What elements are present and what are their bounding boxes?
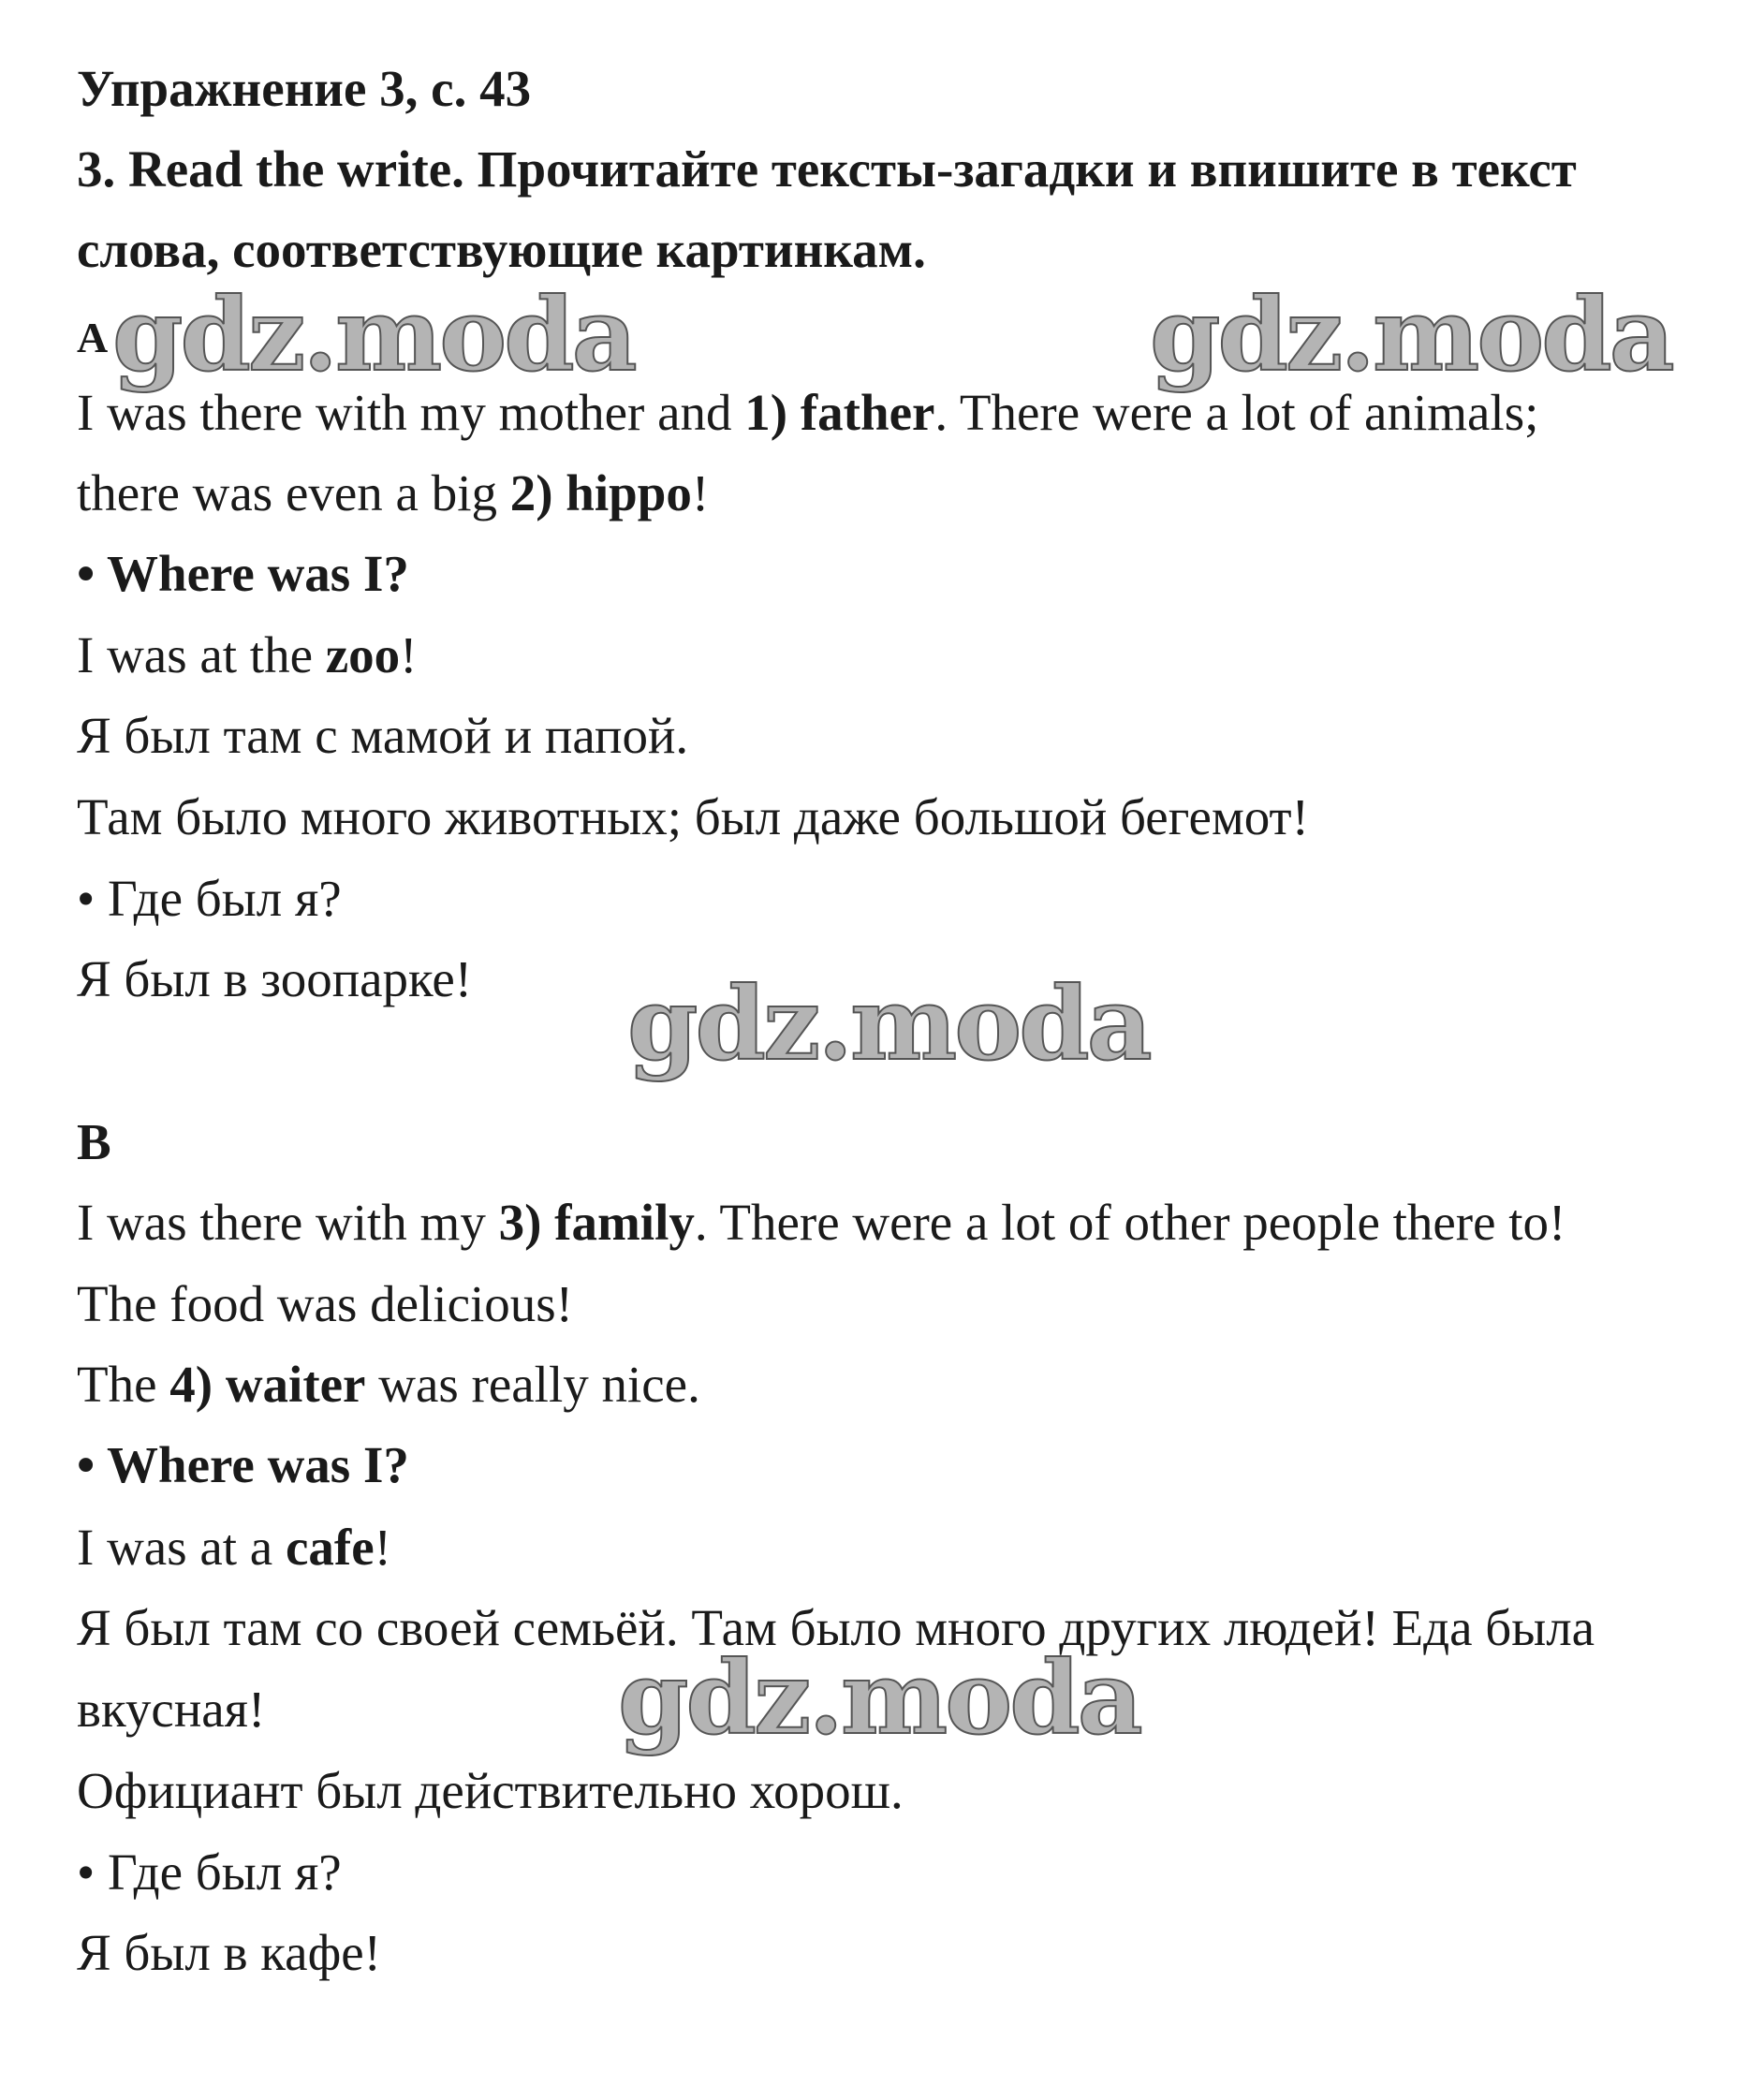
- text-fragment: . There were a lot of animals;: [934, 384, 1539, 441]
- section-b-answer: [77, 1517, 391, 1579]
- exercise-title: Упражнение 3, с. 43: [77, 60, 532, 117]
- section-a-label: A: [77, 314, 109, 361]
- section-b-label: B: [77, 1113, 111, 1170]
- section-a-question: • Where was I?: [77, 545, 409, 602]
- section-b-translation-2: вкусная!: [77, 1681, 266, 1738]
- section-a-answer: [77, 624, 418, 686]
- watermark-logo: gdz.moda: [1150, 276, 1672, 394]
- section-a-translation-2: Там было много животных; был даже большой бегемот!: [77, 788, 1309, 845]
- task-instruction-line-1: 3. Read the write. Прочитайте тексты-загадки и впишите в текст: [77, 140, 1577, 198]
- section-b-paragraph-2: The food was delicious!: [77, 1275, 573, 1332]
- section-a-translation-1: Я был там с мамой и папой.: [77, 707, 689, 764]
- answer-word-zoo: zoo: [325, 626, 401, 683]
- answer-word-waiter: 4) waiter: [169, 1356, 366, 1413]
- answer-word-hippo: 2) hippo: [509, 464, 692, 521]
- text-fragment: I was there with my mother and: [77, 384, 745, 441]
- section-b-translation-4: • Где был я?: [77, 1843, 342, 1901]
- text-fragment: The: [77, 1356, 170, 1413]
- text-fragment: !: [400, 626, 418, 683]
- task-instruction-line-2: слова, соответствующие картинкам.: [77, 221, 926, 278]
- section-b-paragraph-3: [77, 1354, 700, 1416]
- section-a-translation-3: • Где был я?: [77, 870, 342, 927]
- text-fragment: was really nice.: [365, 1356, 700, 1413]
- watermark-logo: gdz.moda: [112, 276, 635, 394]
- text-fragment: !: [374, 1519, 391, 1576]
- section-b-translation-5: Я был в кафе!: [77, 1924, 381, 1981]
- text-fragment: I was there with my: [77, 1194, 499, 1251]
- section-a-paragraph-2: [77, 463, 709, 524]
- section-b-translation-1: Я был там со своей семьёй. Там было много других людей! Еда была: [77, 1599, 1595, 1656]
- section-a-translation-4: Я был в зоопарке!: [77, 950, 473, 1007]
- text-fragment: there was even a big: [77, 464, 510, 521]
- answer-word-cafe: cafe: [285, 1519, 375, 1576]
- text-fragment: I was at a: [77, 1519, 286, 1576]
- answer-word-father: 1) father: [744, 384, 935, 441]
- text-fragment: . There were a lot of other people there to!: [694, 1194, 1566, 1251]
- section-b-paragraph-1: [77, 1192, 1566, 1254]
- watermark-logo: gdz.moda: [618, 1639, 1140, 1757]
- answer-word-family: 3) family: [498, 1194, 695, 1251]
- section-b-translation-3: Официант был действительно хорош.: [77, 1762, 904, 1819]
- text-fragment: I was at the: [77, 626, 326, 683]
- watermark-logo: gdz.moda: [627, 965, 1150, 1083]
- section-b-question: • Where was I?: [77, 1436, 409, 1493]
- text-fragment: !: [691, 464, 710, 521]
